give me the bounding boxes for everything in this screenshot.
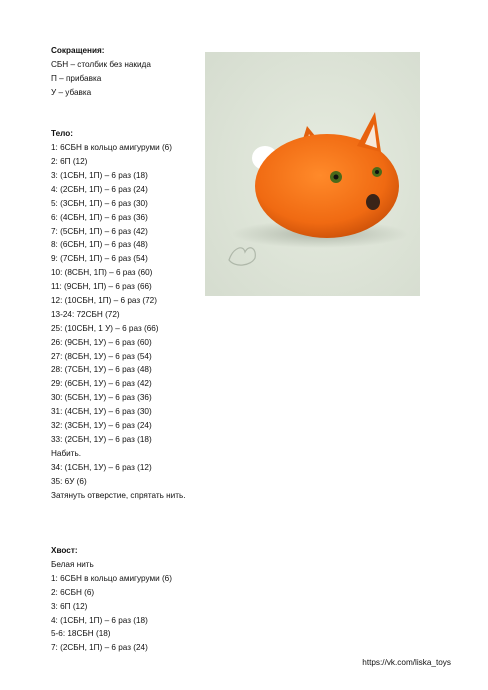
pattern-row: 5: (3СБН, 1П) – 6 раз (30) (51, 198, 148, 208)
pattern-row: 5-6: 18СБН (18) (51, 629, 111, 639)
pattern-row: Затянуть отверстие, спрятать нить. (51, 490, 186, 500)
tail-rows (51, 558, 251, 655)
body-heading: Тело: (51, 129, 73, 139)
abbreviation-line: П – прибавка (51, 73, 102, 83)
abbreviation-line: СБН – столбик без накида (51, 59, 151, 69)
pattern-row: 1: 6СБН в кольцо амигуруми (6) (51, 143, 172, 153)
pattern-row: 7: (5СБН, 1П) – 6 раз (42) (51, 226, 148, 236)
pattern-row: 30: (5СБН, 1У) – 6 раз (36) (51, 393, 152, 403)
pattern-row: 3: (1СБН, 1П) – 6 раз (18) (51, 171, 148, 181)
pattern-row: 6: (4СБН, 1П) – 6 раз (36) (51, 212, 148, 222)
pattern-row: 29: (6СБН, 1У) – 6 раз (42) (51, 379, 152, 389)
fox-nose-icon (366, 194, 380, 210)
fox-toy-photo (205, 52, 420, 296)
pattern-row: 1: 6СБН в кольцо амигуруми (6) (51, 573, 172, 583)
pattern-row: 8: (6СБН, 1П) – 6 раз (48) (51, 240, 148, 250)
pattern-row: 33: (2СБН, 1У) – 6 раз (18) (51, 434, 152, 444)
pattern-row: 32: (3СБН, 1У) – 6 раз (24) (51, 421, 152, 431)
pattern-row: 3: 6П (12) (51, 601, 88, 611)
pattern-row: 10: (8СБН, 1П) – 6 раз (60) (51, 268, 153, 278)
pattern-row: 2: 6СБН (6) (51, 587, 95, 597)
pattern-row: 34: (1СБН, 1У) – 6 раз (12) (51, 462, 152, 472)
pattern-row: 2: 6П (12) (51, 157, 88, 167)
pattern-row: 9: (7СБН, 1П) – 6 раз (54) (51, 254, 148, 264)
pattern-row: 13-24: 72СБН (72) (51, 309, 120, 319)
pattern-row: 27: (8СБН, 1У) – 6 раз (54) (51, 351, 152, 361)
tail-heading: Хвост: (51, 546, 78, 556)
pattern-row: 12: (10СБН, 1П) – 6 раз (72) (51, 296, 157, 306)
pattern-row: 7: (2СБН, 1П) – 6 раз (24) (51, 643, 148, 653)
pattern-row: 11: (9СБН, 1П) – 6 раз (66) (51, 282, 152, 292)
pattern-row: 4: (1СБН, 1П) – 6 раз (18) (51, 615, 148, 625)
pattern-row: Набить. (51, 448, 82, 458)
abbreviations-heading: Сокращения: (51, 46, 105, 55)
pattern-row: 28: (7СБН, 1У) – 6 раз (48) (51, 365, 152, 375)
pattern-row: 4: (2СБН, 1П) – 6 раз (24) (51, 184, 148, 194)
footer-link[interactable]: https://vk.com/liska_toys (362, 658, 451, 667)
abbreviation-line: У – убавка (51, 87, 92, 97)
pattern-row: 25: (10СБН, 1 У) – 6 раз (66) (51, 323, 159, 333)
pattern-row: 26: (9СБН, 1У) – 6 раз (60) (51, 337, 152, 347)
pattern-row: 31: (4СБН, 1У) – 6 раз (30) (51, 407, 152, 417)
pattern-row: Белая нить (51, 559, 94, 569)
pattern-row: 35: 6У (6) (51, 476, 87, 486)
